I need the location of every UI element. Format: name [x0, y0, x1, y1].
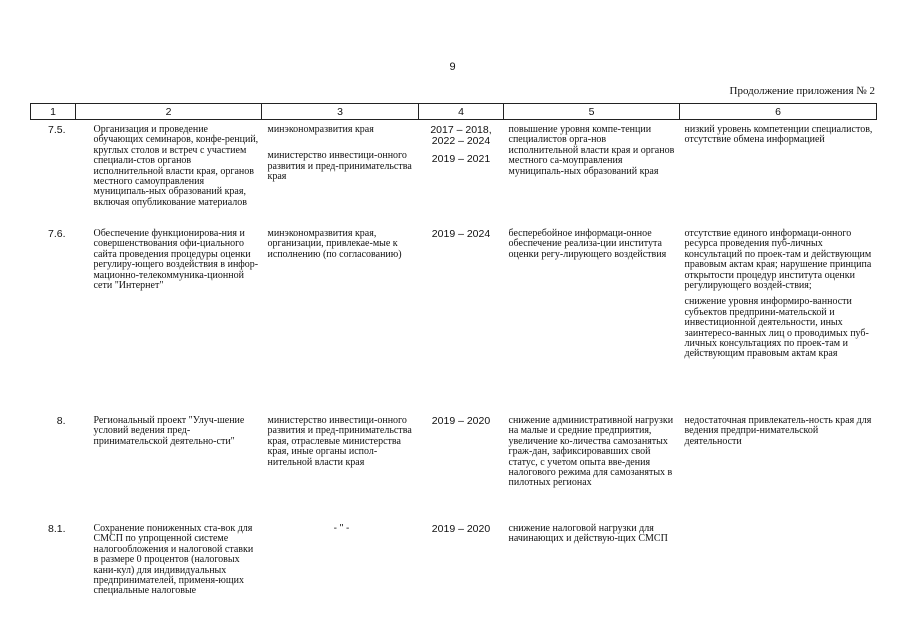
period-text: 2019 – 2020 [431, 415, 491, 427]
period-text: 2019 – 2024 [431, 228, 491, 240]
table-row [31, 224, 877, 411]
period-text: 2022 – 2024 [431, 134, 491, 147]
period-text: 2019 – 2021 [431, 152, 491, 165]
period-cell [419, 224, 504, 411]
row-number: 7.6. [47, 228, 66, 240]
consequence-text: низкий уровень компетенции специалистов, отсутствие обмена информацией [684, 124, 873, 146]
executor-cell [262, 224, 419, 411]
period-cell [419, 411, 504, 519]
consequence-cell [680, 411, 877, 519]
row-number: 8. [56, 415, 66, 427]
period-text: 2019 – 2020 [431, 523, 491, 535]
period-cell [419, 519, 504, 624]
column-header: 6 [680, 104, 877, 120]
result-cell: снижение налоговой нагрузки для начинающих и действую-щих СМСП [508, 523, 668, 545]
consequence-text: снижение уровня информиро-ванности субъектов предприни-мательской и инвестиционной деятельности, иных заинтересо-ванных лиц о проводимых пуб-личных консультациях по проек-там и действующим правовым актам края [684, 296, 869, 360]
executor-text: минэкономразвития края [267, 124, 374, 135]
column-header: 1 [31, 104, 76, 120]
column-header: 5 [504, 104, 680, 120]
activity-cell: Региональный проект "Улуч-шение условий ведения пред-принимательской деятельно-сти" [93, 415, 245, 447]
table-row [31, 519, 877, 624]
result-cell: снижение административной нагрузки на малые и средние предприятия, увеличение ко-личества самозанятых граж-дан, зафиксировавших свой статус, с учетом опыта вве-дения налогового режима для самозанятых в пилотных регионах [508, 415, 674, 489]
consequence-cell [680, 519, 877, 624]
executor-text: министерство инвестици-онного развития и пред-принимательства края, отраслевые министерства края, иные органы испол-нительной власти края [267, 415, 412, 468]
column-header: 2 [76, 104, 262, 120]
ditto-mark: - " - [333, 523, 350, 534]
activity-cell: Обеспечение функционирова-ния и совершенствования офи-циального сайта проведения процедуры оценки регулиру-ющего воздействия в инфор-мационно-телекоммуника-ционной сети "Интернет" [93, 228, 259, 292]
column-header: 4 [419, 104, 504, 120]
result-cell: повышение уровня компе-тенции специалистов орга-нов исполнительной власти края и органов местного са-моуправления муниципаль-ных образований края [508, 124, 675, 177]
row-number: 8.1. [47, 523, 66, 535]
result-cell: бесперебойное информаци-онное обеспечение реализа-ции института оценки регу-лирующего воздействия [508, 228, 667, 260]
period-cell [419, 120, 504, 225]
executor-cell [262, 411, 419, 519]
activity-cell: Организация и проведение обучающих семинаров, конфе-ренций, круглых столов и встреч с участием специали-стов органов исполнительной власти края, органов местного самоуправления муниципаль-ных образований края, включая опубликование материалов [93, 124, 259, 208]
table-row [31, 120, 877, 225]
column-header: 3 [262, 104, 419, 120]
continuation-label: Продолжение приложения № 2 [729, 85, 875, 97]
executor-cell [262, 519, 419, 624]
consequence-cell [680, 120, 877, 225]
consequence-text: недостаточная привлекатель-ность края для ведения предпри-нимательской деятельности [684, 415, 872, 447]
consequence-cell [680, 224, 877, 411]
row-number: 7.5. [47, 124, 66, 136]
executor-text: министерство инвестици-онного развития и пред-принимательства края [267, 150, 412, 183]
appendix-table [30, 103, 877, 624]
page-number: 9 [449, 61, 456, 73]
consequence-text: отсутствие единого информаци-онного ресурса проведения пуб-личных консультаций по проек-там и действующим правовым актам края; нарушение принципа открытости процедур института оценки регулирующего воздей-ствия; [684, 228, 872, 292]
period-text: 2017 – 2018, [430, 124, 492, 136]
executor-cell [262, 120, 419, 225]
activity-cell: Сохранение пониженных ста-вок для СМСП по упрощенной системе налогообложения и налоговой ставки в размере 0 процентов (налоговых кани-кул) для индивидуальных предпринимателей, применя-ющих специальные налоговые [93, 523, 254, 597]
table-header-row [31, 104, 877, 120]
table-row [31, 411, 877, 519]
executor-text: минэкономразвития края, организации, привлекае-мые к исполнению (по согласованию) [267, 228, 402, 260]
